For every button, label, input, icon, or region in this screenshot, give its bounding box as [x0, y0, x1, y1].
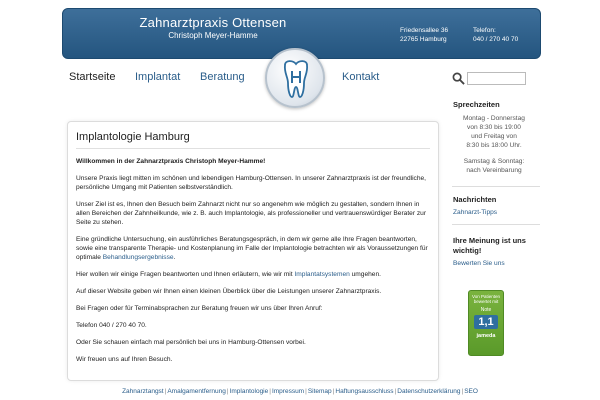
page-title: Implantologie Hamburg	[76, 131, 430, 149]
search-icon[interactable]	[452, 72, 465, 85]
header-phone	[473, 26, 518, 44]
badge-grade: 1,1	[474, 315, 498, 329]
footer-link-sitemap[interactable]: Sitemap	[307, 388, 332, 395]
badge-note-label: Note	[480, 307, 492, 313]
address-street: Friedensallee 36	[400, 27, 449, 34]
nav-item-implantat[interactable]: Implantat	[135, 71, 181, 83]
paragraph-phone: Telefon 040 / 270 40 70.	[76, 322, 147, 329]
badge-caption	[469, 294, 503, 304]
footer-link-datenschutz[interactable]: Datenschutzerklärung	[397, 388, 461, 395]
link-dental-tips[interactable]: Zahnarzt-Tipps	[453, 209, 498, 216]
paragraph-call: Bei Fragen oder für Terminabsprachen zur Beratung freuen wir uns über Ihren Anruf:	[76, 305, 323, 312]
link-implant-systems[interactable]: Implantatsystemen	[294, 271, 350, 278]
sidebar-divider	[452, 224, 540, 225]
badge-caption-line-2: bewertet mit	[473, 299, 499, 304]
nav-item-beratung[interactable]: Beratung	[200, 71, 245, 83]
hours-line-5: Samstag & Sonntag:	[463, 158, 525, 165]
footer-link-haftungsausschluss[interactable]: Haftungsausschluss	[335, 388, 394, 395]
jameda-rating-badge[interactable]	[468, 290, 504, 356]
opinion-heading	[453, 236, 526, 256]
hours-heading: Sprechzeiten	[453, 100, 500, 109]
phone-number: 040 / 270 40 70	[473, 36, 519, 43]
footer-link-implantologie[interactable]: Implantologie	[229, 388, 269, 395]
site-brand[interactable]	[63, 15, 363, 40]
paragraph-intro: Unsere Praxis liegt mitten im schönen und lebendigen Hamburg-Ottensen. In unserer Zahnarztpraxis ist der freundliche, persönliche Umgang mit Patienten selbstverständlich.	[76, 175, 427, 191]
hours-line-3: und Freitag von	[471, 133, 517, 140]
paragraph-closing: Wir freuen uns auf Ihren Besuch.	[76, 356, 173, 363]
footer-link-seo[interactable]: SEO	[464, 388, 478, 395]
paragraph-visit: Oder Sie schauen einfach mal persönlich bei uns in Hamburg-Ottensen vorbei.	[76, 339, 306, 346]
paragraph-implant-systems	[76, 270, 430, 279]
phone-label: Telefon:	[473, 27, 496, 34]
tooth-icon	[281, 59, 311, 99]
badge-brand: jameda	[476, 333, 496, 339]
link-treatment-results[interactable]: Behandlungsergebnisse	[102, 254, 174, 261]
footer-link-impressum[interactable]: Impressum	[271, 388, 305, 395]
consultation-text: Eine gründliche Untersuchung, ein ausführliches Beratungsgespräch, in dem wir gerne alle Ihre Fragen beantworten, sowie eine transparente Therapie- und Kostenplanung im Falle der Implantologie betrachten wir als Voraussetzungen für optimale	[76, 236, 428, 261]
content-panel	[67, 121, 439, 381]
welcome-text: Willkommen in der Zahnarztpraxis Christoph Meyer-Hamme!	[76, 158, 266, 165]
search-input[interactable]	[467, 72, 526, 85]
hours-line-4: 8:30 bis 18:00 Uhr.	[466, 142, 522, 149]
consultation-end: .	[173, 254, 176, 261]
implant-text: Hier wollen wir einige Fragen beantworten und Ihnen erläutern, wie wir mit	[76, 271, 293, 278]
badge-caption-line-1: Von Patienten	[471, 294, 501, 299]
link-rate-us[interactable]: Bewerten Sie uns	[453, 260, 505, 267]
hours-line-2: von 8:30 bis 19:00	[467, 124, 521, 131]
site-title: Zahnarztpraxis Ottensen	[139, 15, 287, 30]
header-address	[400, 26, 448, 44]
nav-item-startseite[interactable]: Startseite	[69, 71, 116, 83]
paragraph-overview: Auf dieser Website geben wir Ihnen einen kleinen Überblick über die Leistungen unserer Zahnarztpraxis.	[76, 288, 382, 295]
address-city: 22765 Hamburg	[400, 36, 447, 43]
paragraph-consultation	[76, 235, 430, 262]
opinion-heading-line-1: Ihre Meinung ist uns	[453, 236, 526, 245]
news-heading: Nachrichten	[453, 195, 497, 204]
footer-links: Zahnarztangst|Amalgamentfernung|Implantologie|Impressum|Sitemap|Haftungsausschluss|Datenschutzerklärung|SEO	[122, 388, 478, 395]
paragraph-goal: Unser Ziel ist es, Ihnen den Besuch beim Zahnarzt nicht nur so angenehm wie möglich zu gestalten, sondern Ihnen in allen Bereichen der Zahnheilkunde, wie z. B. auch Implantologie, als professioneller und vertrauenswürdiger Berater zur Seite zu stehen.	[76, 201, 427, 226]
opinion-heading-line-2: wichtig!	[453, 246, 482, 255]
site-subtitle: Christoph Meyer-Hamme	[168, 31, 258, 40]
sidebar-divider	[452, 186, 540, 187]
tooth-logo[interactable]	[265, 48, 325, 108]
office-hours	[448, 114, 540, 175]
hours-line-1: Montag - Donnerstag	[463, 115, 525, 122]
footer-link-amalgamentfernung[interactable]: Amalgamentfernung	[167, 388, 226, 395]
implant-end: umgehen.	[351, 271, 381, 278]
nav-item-kontakt[interactable]: Kontakt	[342, 71, 380, 83]
hours-line-6: nach Vereinbarung	[466, 167, 522, 174]
footer-link-zahnarztangst[interactable]: Zahnarztangst	[122, 388, 164, 395]
